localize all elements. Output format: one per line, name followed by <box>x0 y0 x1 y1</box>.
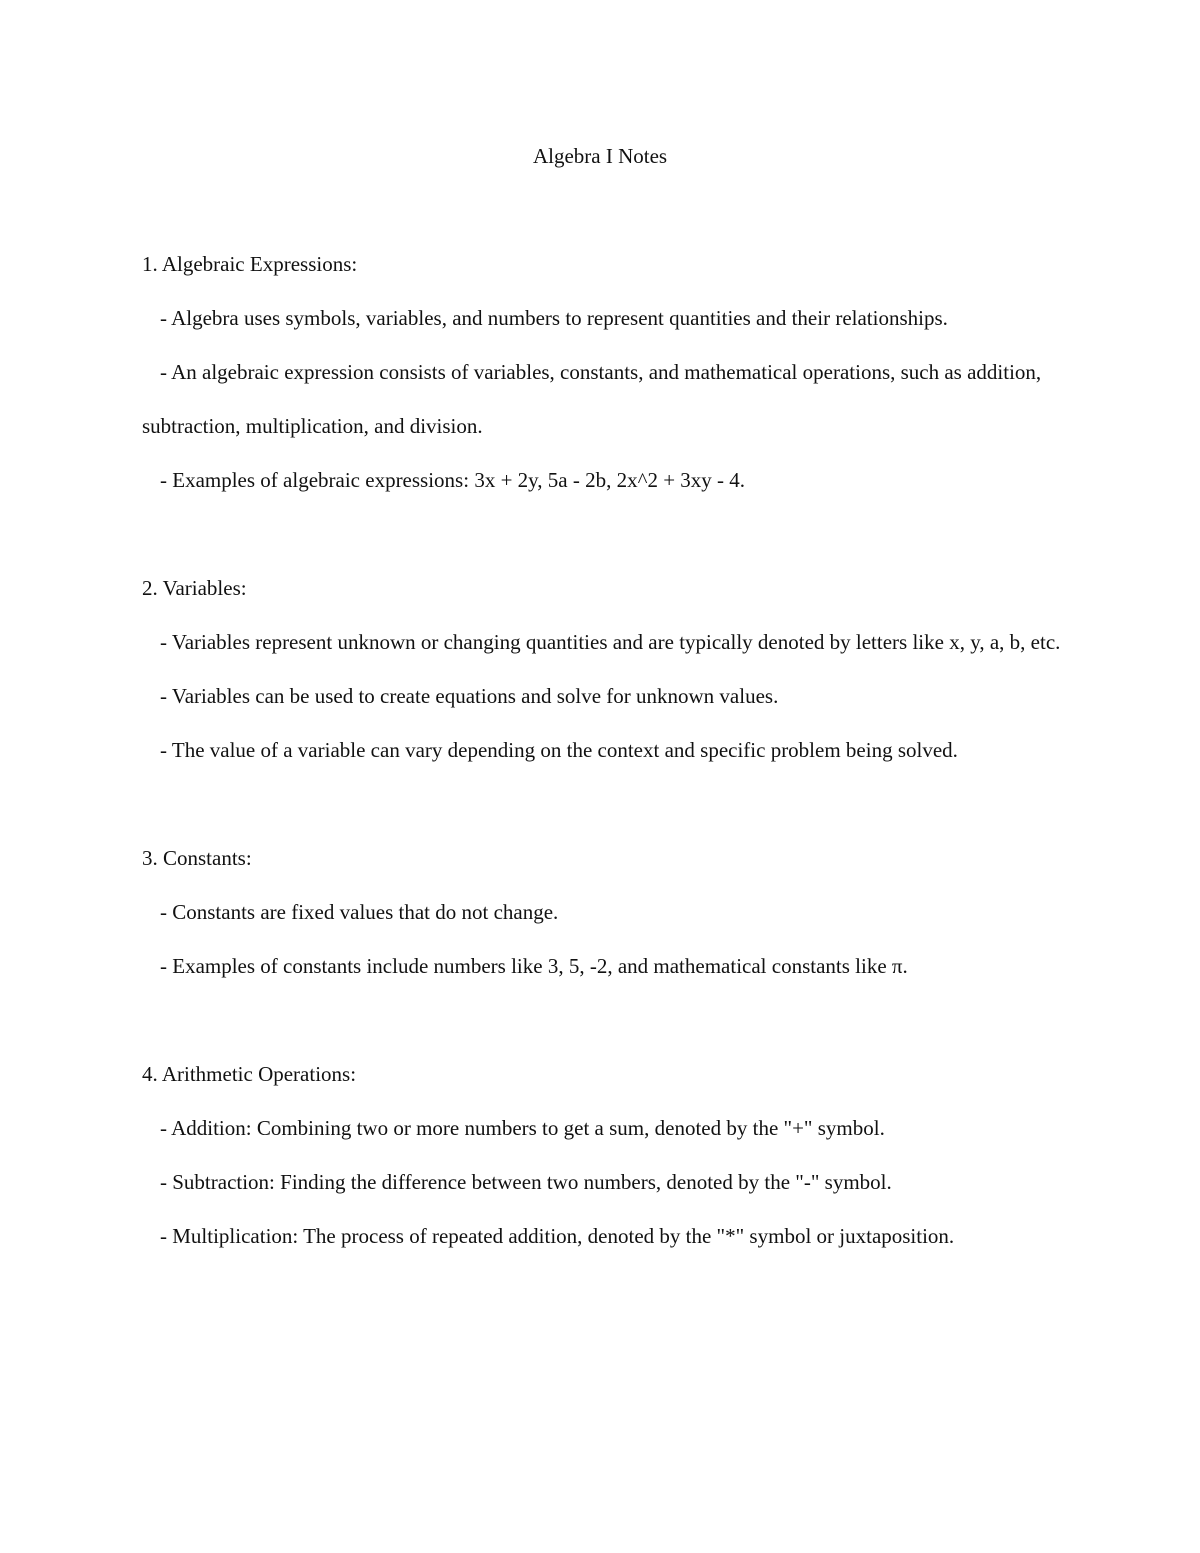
section-heading: 2. Variables: <box>142 576 247 600</box>
bullet-item: - An algebraic expression consists of variables, constants, and mathematical operations, such as addition, subtraction, multiplication, and division. <box>142 360 1042 438</box>
bullet-item: - The value of a variable can vary depending on the context and specific problem being solved. <box>160 738 958 762</box>
bullet-item: - Constants are fixed values that do not change. <box>160 900 559 924</box>
section-heading: 4. Arithmetic Operations: <box>142 1062 357 1086</box>
bullet-item: - Variables represent unknown or changing quantities and are typically denoted by letters like x, y, a, b, etc. <box>160 630 1061 654</box>
bullet-item: - Variables can be used to create equations and solve for unknown values. <box>160 684 779 708</box>
section-heading: 1. Algebraic Expressions: <box>142 252 358 276</box>
bullet-item: - Multiplication: The process of repeated addition, denoted by the "*" symbol or juxtaposition. <box>160 1224 955 1248</box>
section-heading: 3. Constants: <box>142 846 252 870</box>
section-algebraic-expressions <box>142 237 1072 507</box>
section-variables <box>142 561 1072 777</box>
bullet-item: - Examples of algebraic expressions: 3x + 2y, 5a - 2b, 2x^2 + 3xy - 4. <box>160 468 746 492</box>
section-arithmetic-operations <box>142 1047 1072 1263</box>
bullet-item: - Addition: Combining two or more numbers to get a sum, denoted by the "+" symbol. <box>160 1116 885 1140</box>
document-body <box>142 237 1072 1317</box>
bullet-item: - Examples of constants include numbers like 3, 5, -2, and mathematical constants like π. <box>160 954 908 978</box>
bullet-item: - Algebra uses symbols, variables, and numbers to represent quantities and their relationships. <box>160 306 948 330</box>
bullet-item: - Subtraction: Finding the difference between two numbers, denoted by the "-" symbol. <box>160 1170 892 1194</box>
page-title: Algebra I Notes <box>532 144 668 168</box>
section-constants <box>142 831 1072 993</box>
